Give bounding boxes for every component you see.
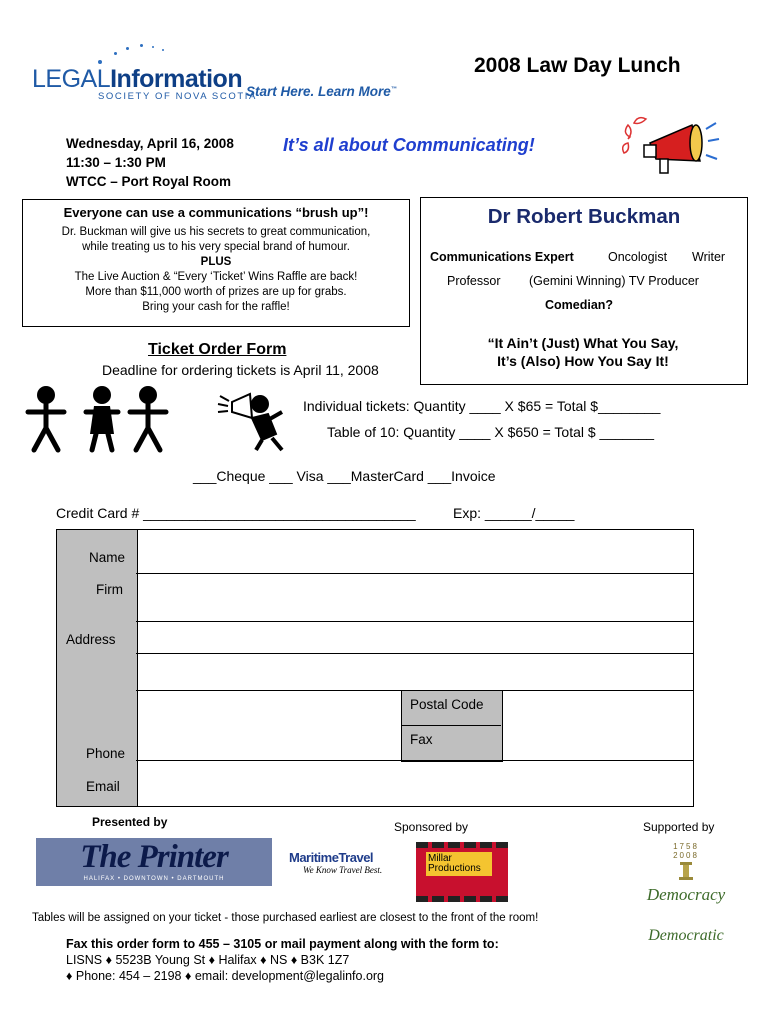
contact-info[interactable]: ♦ Phone: 454 – 2198 ♦ email: development@legalinfo.org bbox=[66, 969, 385, 983]
address-label: Address bbox=[66, 632, 116, 647]
speaker-role-expert: Communications Expert bbox=[430, 250, 574, 264]
column-icon bbox=[676, 860, 696, 880]
phone-input-line[interactable] bbox=[136, 760, 693, 761]
table-tickets-line[interactable]: Table of 10: Quantity ____ X $650 = Total $ _______ bbox=[327, 424, 655, 440]
speaker-quote-line1: “It Ain’t (Just) What You Say, bbox=[487, 335, 679, 351]
tables-notice: Tables will be assigned on your ticket - those purchased earliest are closest to the front of the room! bbox=[32, 912, 539, 924]
contact-form bbox=[136, 529, 694, 807]
brush-up-box bbox=[22, 199, 410, 327]
name-label: Name bbox=[89, 550, 126, 565]
event-slogan: It’s all about Communicating! bbox=[283, 135, 535, 155]
millar-productions-logo bbox=[416, 842, 508, 902]
democracy-year: 1758 2008 bbox=[673, 842, 699, 860]
celebrate-democracy-logo bbox=[644, 842, 728, 945]
productions-text: Productions bbox=[428, 863, 481, 874]
brush-up-line2: while treating us to his very special brand of humour. bbox=[82, 241, 350, 253]
people-icon bbox=[24, 384, 174, 454]
shouting-person-icon bbox=[216, 390, 296, 452]
democratic-text: Democratic bbox=[648, 927, 724, 944]
maritime-travel-logo bbox=[289, 850, 382, 875]
expiry-line[interactable]: Exp: ______/_____ bbox=[453, 505, 575, 521]
form-label-column bbox=[56, 529, 138, 807]
logo-information: Information bbox=[110, 65, 243, 93]
order-deadline: Deadline for ordering tickets is April 11, 2008 bbox=[102, 362, 379, 378]
speaker-role-writer: Writer bbox=[692, 250, 726, 264]
event-date: Wednesday, April 16, 2008 bbox=[66, 136, 234, 151]
logo-society: SOCIETY OF NOVA SCOTIA bbox=[98, 91, 257, 102]
email-label: Email bbox=[86, 779, 120, 794]
address-input-line-1[interactable] bbox=[136, 653, 693, 654]
speaker-role-comedian: Comedian? bbox=[545, 298, 614, 312]
credit-card-line[interactable]: Credit Card # ___________________________________ bbox=[56, 505, 416, 521]
payment-method-line[interactable]: ___Cheque ___ Visa ___MasterCard ___Invoice bbox=[193, 468, 496, 484]
sponsored-by-label: Sponsored by bbox=[394, 820, 469, 834]
maritime-travel-sub: We Know Travel Best. bbox=[303, 865, 383, 875]
presented-by-label: Presented by bbox=[92, 815, 168, 829]
firm-label: Firm bbox=[96, 582, 123, 597]
address-input-line-2[interactable] bbox=[136, 690, 693, 691]
speaker-quote-line2: It’s (Also) How You Say It! bbox=[497, 353, 669, 369]
speaker-role-oncologist: Oncologist bbox=[608, 250, 668, 264]
fax-label: Fax bbox=[410, 732, 433, 747]
maritime-travel-text: MaritimeTravel bbox=[289, 850, 374, 865]
mailing-address: LISNS ♦ 5523B Young St ♦ Halifax ♦ NS ♦ B3K 1Z7 bbox=[66, 953, 350, 967]
event-venue: WTCC – Port Royal Room bbox=[66, 174, 232, 189]
brush-up-heading: Everyone can use a communications “brush up”! bbox=[63, 205, 369, 220]
brush-up-plus: PLUS bbox=[200, 256, 232, 268]
speaker-name: Dr Robert Buckman bbox=[487, 205, 681, 228]
order-form-heading: Ticket Order Form bbox=[148, 341, 287, 358]
brush-up-line1: Dr. Buckman will give us his secrets to great communication, bbox=[61, 226, 371, 238]
phone-label: Phone bbox=[86, 746, 126, 761]
megaphone-icon bbox=[620, 113, 720, 181]
name-input-line[interactable] bbox=[136, 573, 693, 574]
millar-text: Millar bbox=[428, 853, 452, 864]
firm-input-line[interactable] bbox=[136, 621, 693, 622]
event-time: 11:30 – 1:30 PM bbox=[66, 155, 166, 170]
brush-up-line5: Bring your cash for the raffle! bbox=[142, 301, 290, 313]
speaker-role-professor: Professor bbox=[447, 274, 501, 288]
speaker-role-producer: (Gemini Winning) TV Producer bbox=[529, 274, 699, 288]
the-printer-sub: HALIFAX • DOWNTOWN • DARTMOUTH bbox=[83, 876, 225, 882]
event-title: 2008 Law Day Lunch bbox=[474, 54, 681, 77]
logo-legal: LEGAL bbox=[32, 65, 111, 93]
the-printer-text: The Printer bbox=[80, 839, 228, 875]
fax-instructions: Fax this order form to 455 – 3105 or mail payment along with the form to: bbox=[66, 937, 499, 951]
individual-tickets-line[interactable]: Individual tickets: Quantity ____ X $65 = Total $________ bbox=[303, 398, 661, 414]
logo-tm: ™ bbox=[390, 86, 397, 93]
brush-up-line4: More than $11,000 worth of prizes are up for grabs. bbox=[85, 286, 347, 298]
the-printer-logo bbox=[36, 838, 272, 886]
democracy-text: Democracy bbox=[646, 885, 726, 904]
supported-by-label: Supported by bbox=[643, 820, 715, 834]
logo-tagline: Start Here. Learn More bbox=[246, 84, 391, 99]
brush-up-line3: The Live Auction & “Every ‘Ticket’ Wins Raffle are back! bbox=[74, 271, 358, 283]
postal-code-label: Postal Code bbox=[410, 697, 484, 712]
